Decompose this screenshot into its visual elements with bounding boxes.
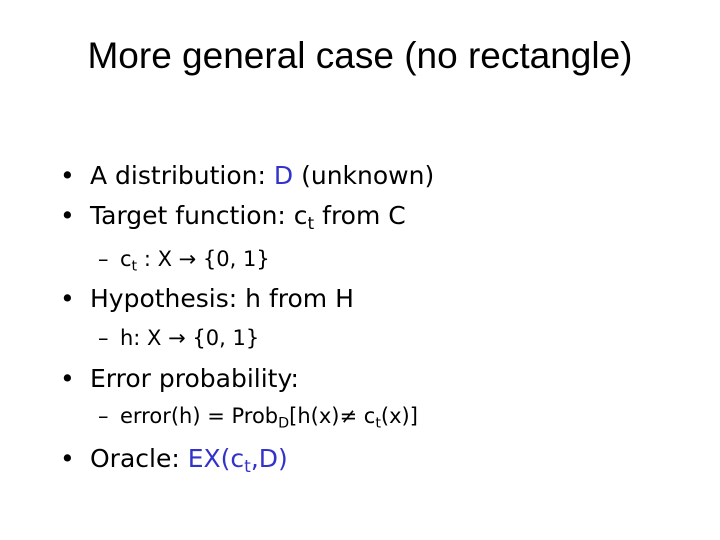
oracle-subscript: t: [244, 457, 251, 478]
target-map-range: {0, 1}: [196, 247, 270, 271]
slide-title: More general case (no rectangle): [87, 35, 633, 76]
oracle-ex: EX(c: [187, 444, 245, 473]
error-def-c: c: [357, 404, 376, 428]
bullet-marker: •: [60, 284, 75, 313]
target-map-subscript: t: [131, 258, 138, 275]
bullet-marker: •: [60, 364, 75, 393]
subitem-hypothesis-map: [98, 326, 259, 350]
bullet-target: [60, 201, 406, 234]
error-text: Error probability:: [90, 364, 299, 393]
not-equal-symbol: ≠: [339, 404, 358, 428]
error-def-end: (x)]: [380, 404, 418, 428]
error-def-mid: [h(x): [289, 404, 340, 428]
error-def-subscript-d: D: [278, 415, 290, 432]
bullet-distribution: [60, 161, 434, 190]
dash-marker: –: [98, 404, 109, 428]
arrow-symbol: →: [178, 247, 197, 271]
error-def-left: error(h) = Prob: [120, 404, 279, 428]
distribution-suffix: (unknown): [293, 161, 435, 190]
target-map-c: c: [120, 247, 132, 271]
subitem-target-map: [98, 247, 270, 274]
target-prefix: Target function: c: [90, 201, 308, 230]
bullet-error: [60, 364, 299, 393]
oracle-prefix: Oracle:: [90, 444, 188, 473]
target-map-mid: : X: [137, 247, 179, 271]
bullet-hypothesis: [60, 284, 354, 313]
distribution-prefix: A distribution:: [90, 161, 274, 190]
dash-marker: –: [98, 247, 109, 271]
hypothesis-map-left: h: X: [120, 326, 169, 350]
bullet-marker: •: [60, 444, 75, 473]
arrow-symbol: →: [168, 326, 186, 350]
target-subscript: t: [307, 214, 315, 235]
target-suffix: from C: [314, 201, 406, 230]
bullet-marker: •: [60, 201, 75, 230]
error-def-subscript-t: t: [375, 415, 381, 432]
dash-marker: –: [98, 326, 109, 350]
subitem-error-definition: [98, 404, 418, 431]
distribution-symbol: D: [273, 161, 294, 190]
hypothesis-map-range: {0, 1}: [185, 326, 260, 350]
bullet-oracle: [60, 444, 288, 477]
hypothesis-text: Hypothesis: h from H: [90, 284, 354, 313]
bullet-marker: •: [60, 161, 75, 190]
oracle-end: ,D): [250, 444, 288, 473]
